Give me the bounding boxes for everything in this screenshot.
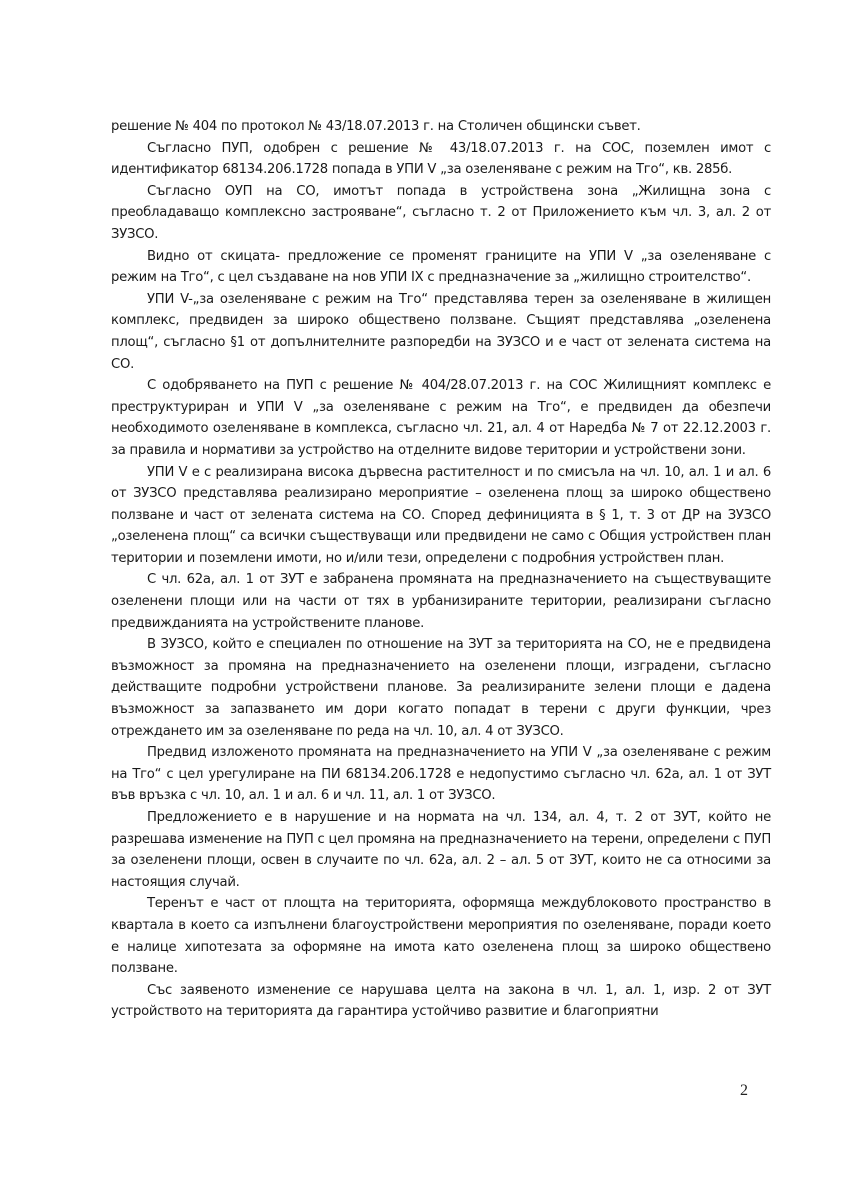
paragraph: Съгласно ПУП, одобрен с решение № 43/18.07.2013 г. на СОС, поземлен имот с идентификатор 68134.206.1728 попада в УПИ V „за озеленяване с режим на Тго“, кв. 285б. [111,140,771,178]
paragraph: УПИ V-„за озеленяване с режим на Тго“ представлява терен за озеленяване в жилищен комплекс, предвиден за широко обществено ползване. Същият представлява „озеленена площ“, съгласно §1 от допълнителните разпоредби на ЗУЗСО и е част от зелената система на СО. [111,291,771,372]
paragraph: Съгласно ОУП на СО, имотът попада в устройствена зона „Жилищна зона с преобладаващо комплексно застрояване“, съгласно т. 2 от Приложението към чл. 3, ал. 2 от ЗУЗСО. [111,183,771,242]
paragraph: решение № 404 по протокол № 43/18.07.2013 г. на Столичен общински съвет. [111,119,641,134]
paragraph: УПИ V е с реализирана висока дървесна растителност и по смисъла на чл. 10, ал. 1 и ал. 6 от ЗУЗСО представлява реализирано мероприятие – озеленена площ за широко обществено ползване и част от зелената система на СО. Според дефиницията в § 1, т. 3 от ДР на ЗУЗСО „озеленена площ“ са всички съществуващи или предвидени не само с Общия устройствен план територии и поземлени имоти, но и/или тези, определени с подробния устройствен план. [111,464,771,566]
paragraph: Предвид изложеното промяната на предназначението на УПИ V „за озеленяване с режим на Тго“ с цел урегулиране на ПИ 68134.206.1728 е недопустимо съгласно чл. 62а, ал. 1 от ЗУТ във връзка с чл. 10, ал. 1 и ал. 6 и чл. 11, ал. 1 от ЗУЗСО. [111,745,771,804]
paragraph: С одобряването на ПУП с решение № 404/28.07.2013 г. на СОС Жилищният комплекс е преструктуриран и УПИ V „за озеленяване с режим на Тго“, е предвиден да обезпечи необходимото озеленяване в комплекса, съгласно чл. 21, ал. 4 от Наредба № 7 от 22.12.2003 г. за правила и нормативи за устройство на отделните видове територии и устройствени зони. [111,378,771,458]
paragraph: Видно от скицата- предложение се променят границите на УПИ V „за озеленяване с режим на Тго“, с цел създаване на нов УПИ IX с предназначение за „жилищно строителство“. [111,248,771,286]
paragraph: Теренът е част от площта на територията, оформяща междублоковото пространство в квартала в което са изпълнени благоустройствени мероприятия по озеленяване, поради което е налице хипотезата за оформяне на имота като озеленена площ за широко обществено ползване. [111,896,771,977]
paragraph: В ЗУЗСО, който е специален по отношение на ЗУТ за територията на СО, не е предвидена възможност за промяна на предназначението на озеленени площи, изградени, съгласно действащите подробни устройствени планове. За реализираните зелени площи е дадена възможност за запазването им дори когато попадат в терени с други функции, чрез отреждането им за озеленяване по реда на чл. 10, ал. 4 от ЗУЗСО. [111,637,771,739]
paragraph: Предложението е в нарушение и на нормата на чл. 134, ал. 4, т. 2 от ЗУТ, който не разрешава изменение на ПУП с цел промяна на предназначението на терени, определени с ПУП за озеленени площи, освен в случаите по чл. 62а, ал. 2 – ал. 5 от ЗУТ, които не са относими за настоящия случай. [111,810,771,890]
page-number: 2 [740,1082,748,1099]
paragraph: С чл. 62а, ал. 1 от ЗУТ е забранена промяната на предназначението на съществуващите озеленени площи или на части от тях в урбанизираните територии, реализирани съгласно предвижданията на устройствените планове. [111,572,771,631]
document-body [111,116,771,1023]
paragraph: Със заявеното изменение се нарушава целта на закона в чл. 1, ал. 1, изр. 2 от ЗУТ устройството на територията да гарантира устойчиво развитие и благоприятни [111,982,771,1020]
